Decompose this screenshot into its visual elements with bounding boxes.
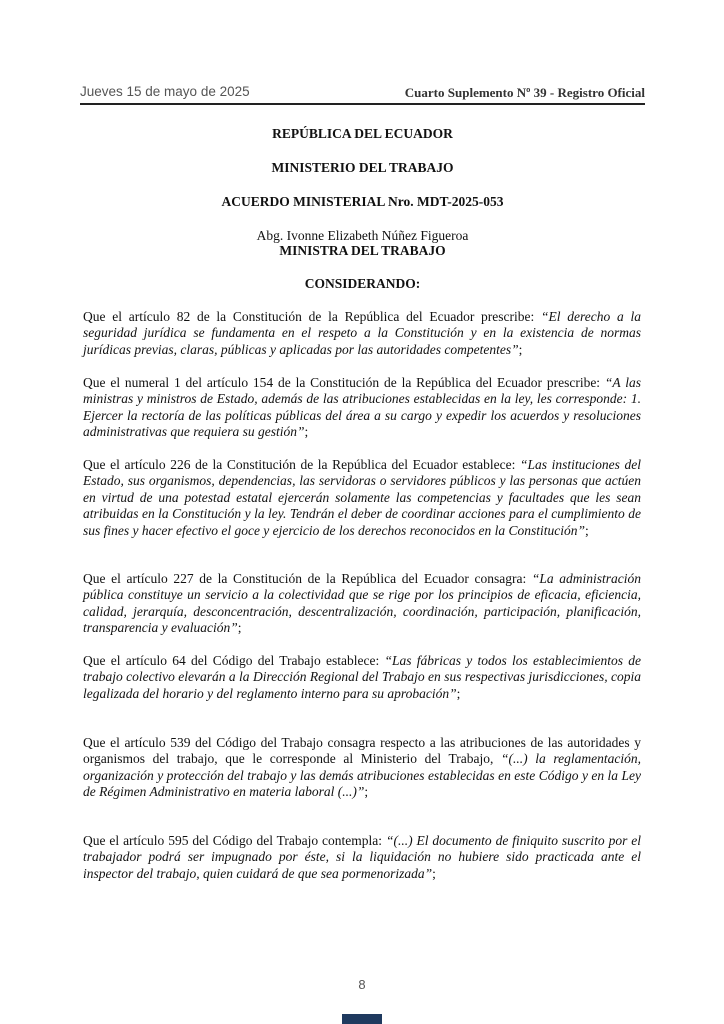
paragraph-quote: “(...) la reglamentación, organización y protección del trabajo y las demás atribuciones establecidas en este Código y en la Ley de Régimen Administrativo en materia laboral (...)” <box>83 751 641 800</box>
author-name: Abg. Ivonne Elizabeth Núñez Figueroa <box>256 228 469 243</box>
paragraph-end: ; <box>237 620 242 636</box>
paragraph-intro: Que el artículo 64 del Código del Trabajo establece: <box>83 653 385 668</box>
page-number: 8 <box>358 977 366 992</box>
considerando-heading: CONSIDERANDO: <box>304 276 421 291</box>
paragraph-art-227 <box>83 571 641 637</box>
paragraph-art-595 <box>83 833 641 882</box>
paragraph-art-226 <box>83 457 641 539</box>
paragraph-intro: Que el artículo 539 del Código del Trabajo consagra respecto a las atribuciones de las autoridades y organismos del trabajo, que le corresponde al Ministerio del Trabajo, <box>83 735 641 767</box>
header-publication: Cuarto Suplemento Nº 39 - Registro Oficial <box>404 85 645 100</box>
paragraph-end: ; <box>304 424 309 440</box>
paragraph-intro: Que el artículo 82 de la Constitución de la República del Ecuador prescribe: <box>83 309 542 324</box>
paragraph-quote: “El derecho a la seguridad jurídica se fundamenta en el respeto a la Constitución y en la existencia de normas jurídicas previas, claras, públicas y aplicadas por las autoridades competentes” <box>83 309 641 357</box>
paragraph-end: ; <box>456 685 461 701</box>
paragraph-quote: “La administración pública constituye un servicio a la colectividad que se rige por los principios de eficacia, eficiencia, calidad, jerarquía, desconcentración, descentralización, coordinación, participación, planificación, transparencia y evaluación” <box>83 571 641 636</box>
paragraph-quote: “Las instituciones del Estado, sus organismos, dependencias, las servidoras o servidores públicos y las personas que actúen en virtud de una potestad estatal ejercerán solamente las competencias y facultades que les sean atribuidas en la Constitución y la ley. Tendrán el deber de coordinar acciones para el cumplimiento de sus fines y hacer efectivo el goce y ejercicio de los derechos reconocidos en la Constitución” <box>83 457 641 538</box>
header-date: Jueves 15 de mayo de 2025 <box>80 84 250 99</box>
paragraph-intro: Que el artículo 226 de la Constitución de la República del Ecuador establece: <box>83 457 521 472</box>
paragraph-end: ; <box>518 341 523 357</box>
paragraph-art-64 <box>83 653 641 702</box>
paragraph-end: ; <box>432 865 436 881</box>
paragraph-quote: “A las ministras y ministros de Estado, además de las atribuciones establecidas en la ley, les corresponde: 1. Ejercer la rectoría de las políticas públicas del área a su cargo y expedir los acuerdos y resoluciones administrativas que requiera su gestión” <box>83 375 642 440</box>
paragraph-end: ; <box>585 522 589 538</box>
paragraph-intro: Que el numeral 1 del artículo 154 de la Constitución de la República del Ecuador prescribe: <box>83 375 605 390</box>
paragraph-art-154 <box>83 375 641 441</box>
title-ministry: MINISTERIO DEL TRABAJO <box>271 160 454 175</box>
paragraph-quote: “(...) El documento de finiquito suscrito por el trabajador podrá ser impugnado por éste, si la liquidación no hubiere sido practicada ante el inspector del trabajo, quien cuidará de que sea pormenorizada” <box>83 833 641 881</box>
title-agreement: ACUERDO MINISTERIAL Nro. MDT-2025-053 <box>221 194 504 209</box>
paragraph-art-539 <box>83 735 641 801</box>
paragraph-end: ; <box>364 784 369 800</box>
title-republic: REPÚBLICA DEL ECUADOR <box>272 126 453 141</box>
page-header <box>80 84 645 105</box>
paragraph-intro: Que el artículo 227 de la Constitución de la República del Ecuador consagra: <box>83 571 532 586</box>
author-role: MINISTRA DEL TRABAJO <box>279 243 446 258</box>
paragraph-art-82 <box>83 309 641 358</box>
paragraph-intro: Que el artículo 595 del Código del Trabajo contempla: <box>83 833 386 848</box>
paragraph-quote: “Las fábricas y todos los establecimientos de trabajo colectivo elevarán a la Dirección Regional del Trabajo en sus respectivas jurisdicciones, copia legalizada del horario y del reglamento interno para su aprobación” <box>83 653 641 701</box>
footer-bar <box>342 1014 382 1024</box>
